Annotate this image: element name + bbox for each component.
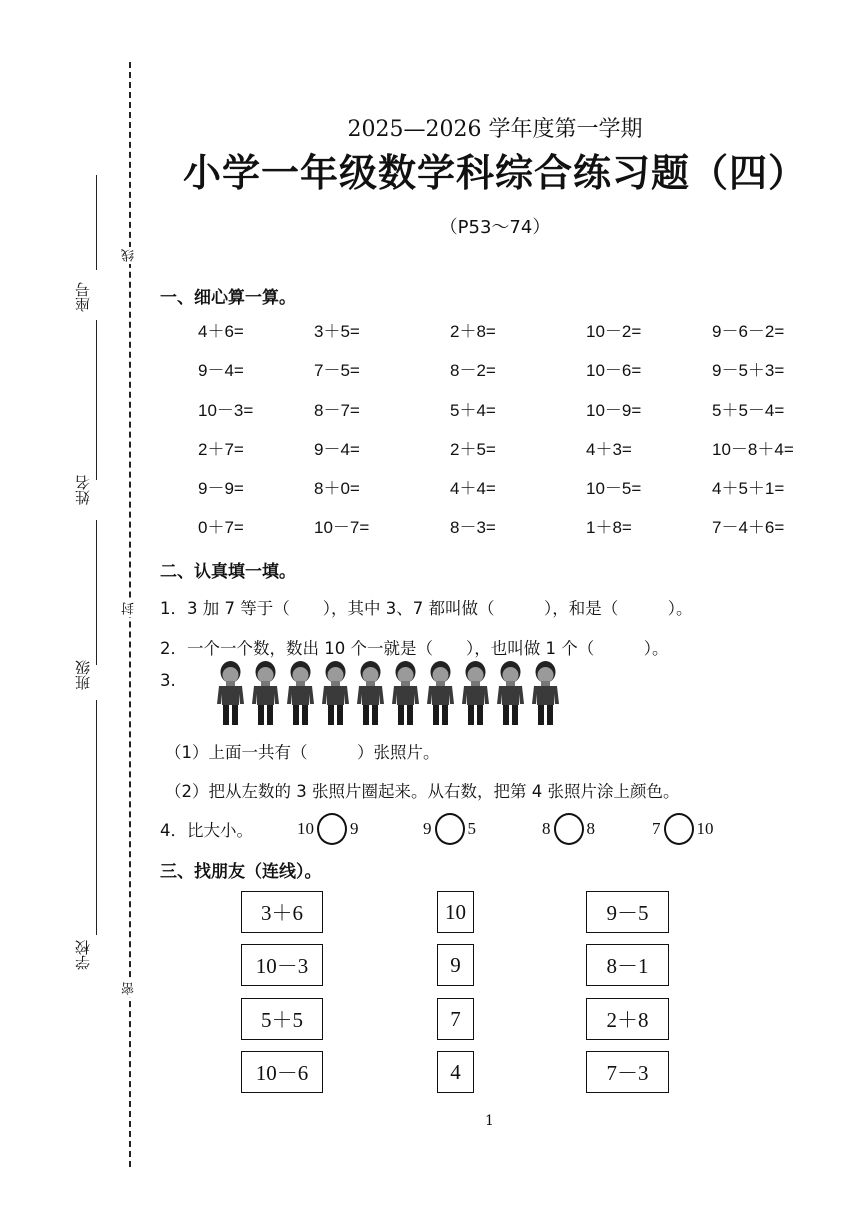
calc-item: 10－5= xyxy=(586,479,642,498)
match-box-right[interactable]: 9－5 xyxy=(586,891,669,933)
section3-title: 三、找朋友（连线）。 xyxy=(160,862,322,882)
match-box-middle[interactable]: 7 xyxy=(437,998,474,1040)
section1-title: 一、细心算一算。 xyxy=(160,288,296,308)
calc-item: 2＋8= xyxy=(450,322,496,341)
compare-left: 7 xyxy=(652,819,661,838)
compare-right: 5 xyxy=(467,819,476,838)
person-photo[interactable] xyxy=(283,658,318,726)
seal-char-line: 线 xyxy=(122,249,137,262)
calc-item: 10－8＋4= xyxy=(712,440,794,459)
name-label: 姓名 xyxy=(74,475,92,505)
compare-circle[interactable] xyxy=(554,813,584,845)
compare-item xyxy=(652,813,714,845)
match-box-right[interactable]: 7－3 xyxy=(586,1051,669,1093)
match-box-middle[interactable]: 4 xyxy=(437,1051,474,1093)
question-2: 2．一个一个数，数出 10 个一就是（ ），也叫做 1 个（ ）。 xyxy=(160,639,669,658)
calc-item: 10－2= xyxy=(586,322,642,341)
calc-item: 8－3= xyxy=(450,518,496,537)
calc-item: 5＋5－4= xyxy=(712,401,785,420)
class-write-line xyxy=(96,520,97,665)
photo-row xyxy=(213,658,563,726)
calc-item: 8＋0= xyxy=(314,479,360,498)
compare-left: 8 xyxy=(542,819,551,838)
calc-item: 7－5= xyxy=(314,361,360,380)
calc-item: 4＋5＋1= xyxy=(712,479,785,498)
compare-circle[interactable] xyxy=(664,813,694,845)
calc-item: 9－4= xyxy=(198,361,244,380)
calc-item: 2＋7= xyxy=(198,440,244,459)
compare-item xyxy=(297,813,359,845)
person-photo[interactable] xyxy=(388,658,423,726)
calc-item: 7－4＋6= xyxy=(712,518,785,537)
person-photo[interactable] xyxy=(528,658,563,726)
calc-item: 4＋6= xyxy=(198,322,244,341)
name-write-line xyxy=(96,320,97,480)
calc-item: 4＋4= xyxy=(450,479,496,498)
match-box-middle[interactable]: 10 xyxy=(437,891,474,933)
person-photo[interactable] xyxy=(458,658,493,726)
question-3-part-1: （1）上面一共有（ ）张照片。 xyxy=(165,743,440,762)
compare-right: 10 xyxy=(696,819,714,838)
compare-circle[interactable] xyxy=(317,813,347,845)
calc-item: 10－6= xyxy=(586,361,642,380)
match-box-right[interactable]: 8－1 xyxy=(586,944,669,986)
seal-char-secret: 密 xyxy=(122,982,137,995)
calc-item: 10－7= xyxy=(314,518,370,537)
compare-item xyxy=(542,813,595,845)
person-photo[interactable] xyxy=(493,658,528,726)
calc-item: 9－5＋3= xyxy=(712,361,785,380)
question-3-part-2: （2）把从左数的 3 张照片圈起来。从右数，把第 4 张照片涂上颜色。 xyxy=(165,782,680,801)
page-number: 1 xyxy=(485,1113,494,1129)
calc-item: 10－3= xyxy=(198,401,254,420)
calc-item: 1＋8= xyxy=(586,518,632,537)
page-range: （P53～74） xyxy=(439,217,551,238)
person-photo[interactable] xyxy=(353,658,388,726)
compare-right: 8 xyxy=(586,819,595,838)
compare-left: 9 xyxy=(423,819,432,838)
calc-item: 8－2= xyxy=(450,361,496,380)
calc-item: 9－9= xyxy=(198,479,244,498)
compare-left: 10 xyxy=(297,819,314,838)
person-photo[interactable] xyxy=(318,658,353,726)
calc-item: 9－6－2= xyxy=(712,322,785,341)
calc-item: 9－4= xyxy=(314,440,360,459)
calc-item: 8－7= xyxy=(314,401,360,420)
calc-item: 3＋5= xyxy=(314,322,360,341)
calc-item: 5＋4= xyxy=(450,401,496,420)
match-box-middle[interactable]: 9 xyxy=(437,944,474,986)
question-4-label: 4．比大小。 xyxy=(160,821,253,840)
calc-item: 0＋7= xyxy=(198,518,244,537)
question-1: 1．3 加 7 等于（ ），其中 3、7 都叫做（ ），和是（ ）。 xyxy=(160,599,693,618)
class-label: 班级 xyxy=(74,660,92,690)
match-box-left[interactable]: 5＋5 xyxy=(241,998,323,1040)
section2-title: 二、认真填一填。 xyxy=(160,562,296,582)
compare-circle[interactable] xyxy=(435,813,465,845)
calc-item: 2＋5= xyxy=(450,440,496,459)
match-box-left[interactable]: 10－3 xyxy=(241,944,323,986)
seat-label: 座号 xyxy=(74,282,92,312)
calc-item: 10－9= xyxy=(586,401,642,420)
match-box-right[interactable]: 2＋8 xyxy=(586,998,669,1040)
person-photo[interactable] xyxy=(248,658,283,726)
school-label: 学校 xyxy=(74,940,92,970)
page-title: 小学一年级数学科综合练习题（四） xyxy=(182,151,807,195)
question-3-label: 3. xyxy=(160,671,176,690)
match-box-left[interactable]: 3＋6 xyxy=(241,891,323,933)
match-box-left[interactable]: 10－6 xyxy=(241,1051,323,1093)
compare-item xyxy=(423,813,476,845)
person-photo[interactable] xyxy=(423,658,458,726)
term-subtitle: 2025—2026 学年度第一学期 xyxy=(347,117,643,142)
seal-char-seal: 封 xyxy=(122,602,137,615)
compare-right: 9 xyxy=(350,819,359,838)
calc-item: 4＋3= xyxy=(586,440,632,459)
person-photo[interactable] xyxy=(213,658,248,726)
school-write-line xyxy=(96,700,97,935)
